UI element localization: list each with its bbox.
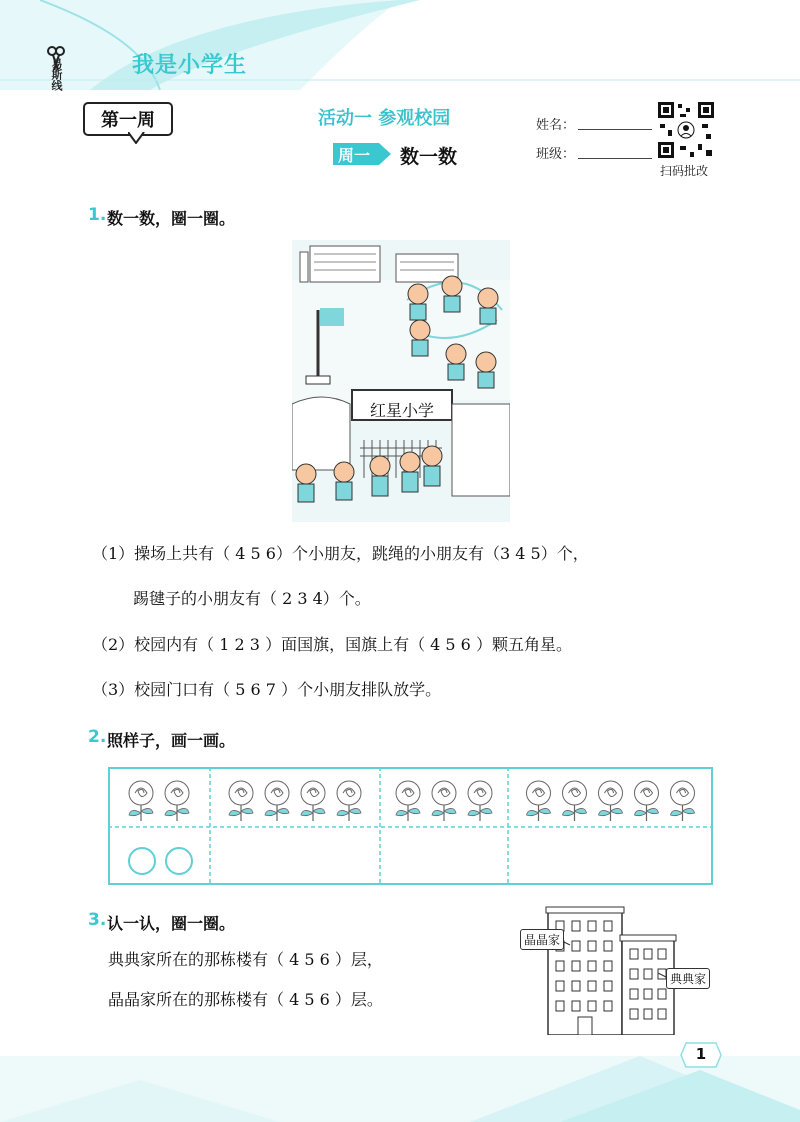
header-banner [0, 0, 800, 90]
question-3-number: 3. [88, 910, 107, 930]
name-label: 姓名： [536, 118, 576, 133]
question-3-title: 认一认，圈一圈。 [107, 914, 236, 933]
question-2-title: 照样子，画一画。 [107, 731, 236, 750]
q1-line-4: （3）校园门口有（ 5 6 7 ）个小朋友排队放学。 [92, 680, 442, 699]
week-badge-tail [128, 132, 152, 144]
q1-line-2: 踢毽子的小朋友有（ 2 3 4）个。 [133, 589, 371, 608]
class-label: 班级： [536, 147, 576, 162]
qr-caption: 扫码批改 [660, 164, 709, 178]
label-jingjing-home: 晶晶家 [520, 929, 564, 950]
answer-cell-4[interactable] [510, 830, 710, 884]
question-1-number: 1. [88, 205, 107, 225]
question-1-title: 数一数，圈一圈。 [107, 209, 236, 228]
question-2-number: 2. [88, 727, 107, 747]
answer-cell-2[interactable] [212, 830, 380, 884]
qr-code-icon[interactable] [656, 100, 716, 160]
lesson-title: 数一数 [400, 146, 458, 168]
brand-logo-text: 易斯线 [50, 58, 63, 91]
name-field[interactable] [578, 128, 652, 130]
gate-sign: 红星小学 [369, 400, 434, 420]
q3-line-1: 典典家所在的那栋楼有（ 4 5 6 ）层， [108, 950, 383, 969]
example-circle-2 [166, 848, 192, 874]
q3-line-2: 晶晶家所在的那栋楼有（ 4 5 6 ）层。 [108, 990, 383, 1009]
q1-line-3: （2）校园内有（ 1 2 3 ）面国旗，国旗上有（ 4 5 6 ）颗五角星。 [92, 635, 572, 654]
class-field[interactable] [578, 157, 652, 159]
q1-line-1: （1）操场上共有（ 4 5 6）个小朋友，跳绳的小朋友有（3 4 5）个， [92, 544, 589, 563]
activity-title: 活动一 参观校园 [318, 108, 451, 129]
book-title: 我是小学生 [132, 53, 248, 78]
day-tag: 周一 [338, 146, 371, 165]
label-diandian-home: 典典家 [666, 968, 710, 989]
week-badge: 第一周 [83, 102, 173, 136]
schoolyard-illustration [292, 240, 510, 522]
example-circle-1 [129, 848, 155, 874]
page-number: 1 [695, 1045, 707, 1063]
answer-cell-3[interactable] [382, 830, 508, 884]
